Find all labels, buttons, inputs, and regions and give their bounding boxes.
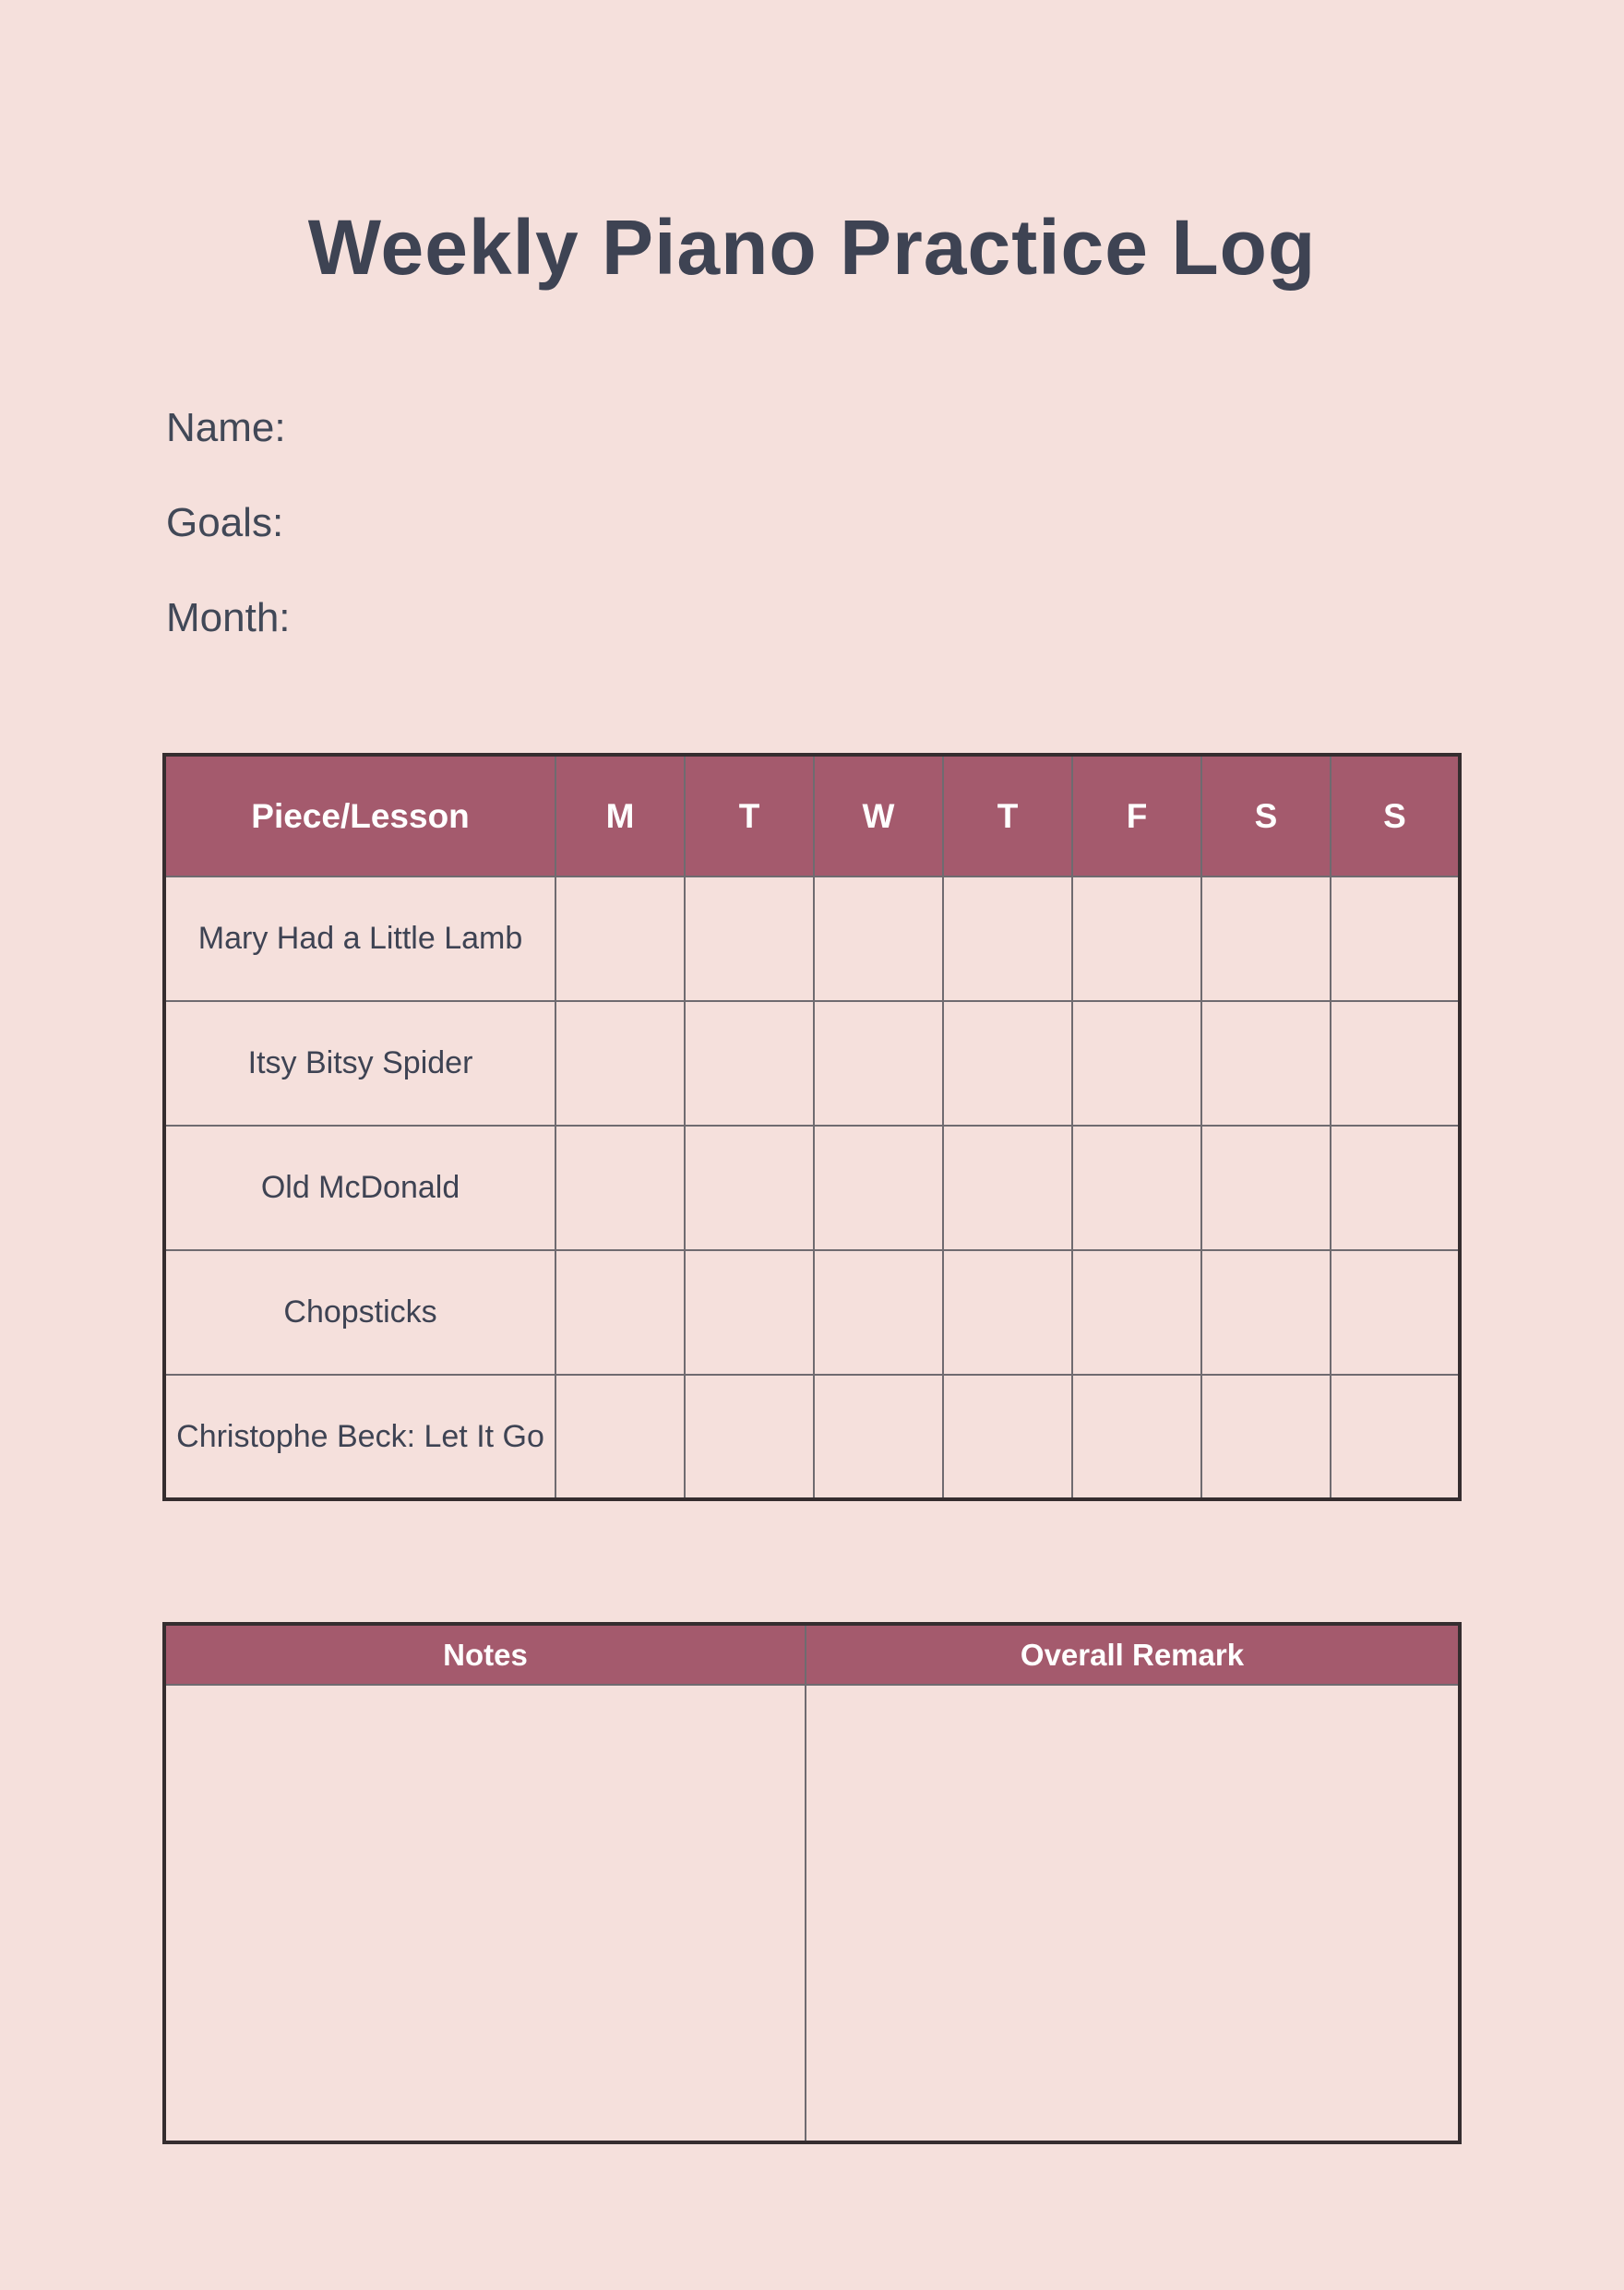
table-row bbox=[164, 1685, 1460, 2142]
day-cell[interactable] bbox=[555, 1126, 685, 1250]
day-cell[interactable] bbox=[555, 1250, 685, 1375]
day-cell[interactable] bbox=[814, 1250, 943, 1375]
day-cell[interactable] bbox=[1201, 1001, 1331, 1126]
notes-table-header-row bbox=[164, 1624, 1460, 1685]
piece-cell: Itsy Bitsy Spider bbox=[164, 1001, 555, 1126]
day-cell[interactable] bbox=[1201, 1126, 1331, 1250]
day-cell[interactable] bbox=[814, 877, 943, 1001]
day-cell[interactable] bbox=[685, 1126, 814, 1250]
info-fields bbox=[166, 405, 1624, 640]
col-header-wednesday: W bbox=[814, 755, 943, 877]
day-cell[interactable] bbox=[814, 1001, 943, 1126]
day-cell[interactable] bbox=[943, 1126, 1072, 1250]
day-cell[interactable] bbox=[1072, 1001, 1201, 1126]
table-row bbox=[164, 1126, 1460, 1250]
day-cell[interactable] bbox=[814, 1126, 943, 1250]
table-row bbox=[164, 1375, 1460, 1499]
day-cell[interactable] bbox=[1201, 877, 1331, 1001]
name-field-label: Name: bbox=[166, 405, 286, 450]
day-cell[interactable] bbox=[1331, 1250, 1460, 1375]
practice-table-header-row bbox=[164, 755, 1460, 877]
col-header-tuesday: T bbox=[685, 755, 814, 877]
practice-log-table bbox=[162, 753, 1462, 1501]
day-cell[interactable] bbox=[1072, 1126, 1201, 1250]
table-row bbox=[164, 877, 1460, 1001]
day-cell[interactable] bbox=[685, 1001, 814, 1126]
col-header-piece-lesson: Piece/Lesson bbox=[164, 755, 555, 877]
col-header-friday: F bbox=[1072, 755, 1201, 877]
col-header-sunday: S bbox=[1331, 755, 1460, 877]
day-cell[interactable] bbox=[943, 877, 1072, 1001]
month-field-label: Month: bbox=[166, 595, 291, 640]
day-cell[interactable] bbox=[1201, 1375, 1331, 1499]
piece-cell: Mary Had a Little Lamb bbox=[164, 877, 555, 1001]
day-cell[interactable] bbox=[685, 1375, 814, 1499]
day-cell[interactable] bbox=[943, 1001, 1072, 1126]
day-cell[interactable] bbox=[1331, 877, 1460, 1001]
col-header-notes: Notes bbox=[164, 1624, 806, 1685]
day-cell[interactable] bbox=[814, 1375, 943, 1499]
page-title: Weekly Piano Practice Log bbox=[307, 204, 1317, 291]
day-cell[interactable] bbox=[685, 877, 814, 1001]
table-row bbox=[164, 1250, 1460, 1375]
day-cell[interactable] bbox=[1331, 1126, 1460, 1250]
col-header-thursday: T bbox=[943, 755, 1072, 877]
day-cell[interactable] bbox=[685, 1250, 814, 1375]
day-cell[interactable] bbox=[943, 1250, 1072, 1375]
day-cell[interactable] bbox=[555, 877, 685, 1001]
day-cell[interactable] bbox=[1331, 1375, 1460, 1499]
day-cell[interactable] bbox=[1331, 1001, 1460, 1126]
piece-cell: Christophe Beck: Let It Go bbox=[164, 1375, 555, 1499]
day-cell[interactable] bbox=[1072, 1375, 1201, 1499]
day-cell[interactable] bbox=[555, 1375, 685, 1499]
col-header-overall-remark: Overall Remark bbox=[806, 1624, 1460, 1685]
day-cell[interactable] bbox=[1072, 877, 1201, 1001]
day-cell[interactable] bbox=[1072, 1250, 1201, 1375]
day-cell[interactable] bbox=[943, 1375, 1072, 1499]
table-row bbox=[164, 1001, 1460, 1126]
col-header-monday: M bbox=[555, 755, 685, 877]
notes-cell[interactable] bbox=[164, 1685, 806, 2142]
piece-cell: Old McDonald bbox=[164, 1126, 555, 1250]
day-cell[interactable] bbox=[1201, 1250, 1331, 1375]
goals-field-label: Goals: bbox=[166, 500, 284, 545]
notes-table bbox=[162, 1622, 1462, 2144]
piece-cell: Chopsticks bbox=[164, 1250, 555, 1375]
col-header-saturday: S bbox=[1201, 755, 1331, 877]
day-cell[interactable] bbox=[555, 1001, 685, 1126]
remark-cell[interactable] bbox=[806, 1685, 1460, 2142]
